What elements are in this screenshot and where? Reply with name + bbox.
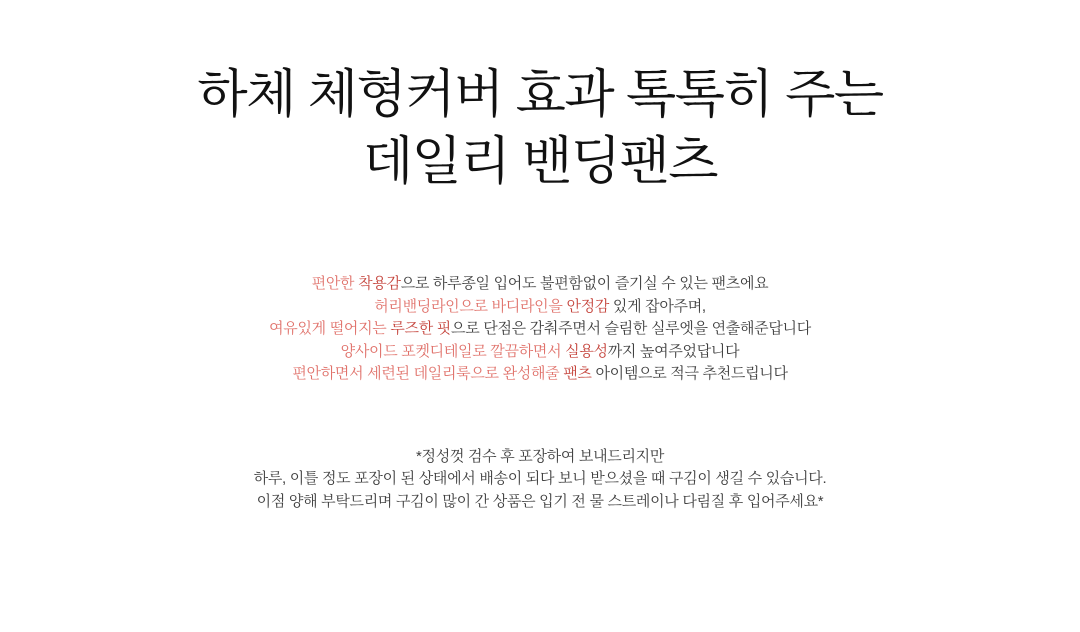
description-text: 으로 하루종일 입어도 불편함없이 즐기실 수 있는 팬츠에요	[400, 275, 769, 292]
description-text: 으로 단점은 감춰주면서 슬림한 실루엣을 연출해준답니다	[451, 320, 811, 337]
description-highlight: 루즈한 핏	[390, 320, 451, 337]
description-highlight: 실용성	[565, 342, 608, 360]
description-highlight: 편안하면서 세련된 데일리룩으로 완성해줄	[292, 365, 564, 382]
page-title	[0, 0, 1080, 196]
description-text: 까지 높여주었답니다	[607, 342, 740, 360]
description-text: 아이템으로 적극 추천드립니다	[591, 365, 788, 382]
notice-line: 이점 양해 부탁드리며 구김이 많이 간 상품은 입기 전 물 스트레이나 다림질 후 입어주세요*	[256, 492, 824, 510]
description-line	[0, 341, 1080, 364]
description-highlight: 편안한	[311, 275, 359, 292]
shipping-notice	[0, 446, 1080, 514]
description-paragraph	[0, 273, 1080, 386]
description-line	[0, 318, 1080, 341]
description-highlight: 착용감	[358, 275, 401, 292]
description-highlight: 안정감	[566, 297, 610, 315]
description-text: 있게 잡아주며,	[609, 297, 706, 315]
description-highlight: 허리밴딩라인으로 바디라인을	[374, 297, 567, 315]
description-highlight: 팬츠	[563, 365, 592, 382]
title-line-1: 하체 체형커버 효과 톡톡히 주는	[197, 66, 883, 124]
title-line-2: 데일리 밴딩팬츠	[362, 133, 718, 191]
description-line	[0, 363, 1080, 386]
description-line	[0, 296, 1080, 319]
notice-line: 하루, 이틀 정도 포장이 된 상태에서 배송이 되다 보니 받으셨을 때 구김이 생길 수 있습니다.	[253, 470, 827, 487]
description-line	[0, 273, 1080, 296]
description-highlight: 양사이드 포켓디테일로 깔끔하면서	[340, 342, 566, 360]
notice-line: *정성껏 검수 후 포장하여 보내드리지만	[415, 447, 665, 465]
description-highlight: 여유있게 떨어지는	[269, 320, 391, 337]
